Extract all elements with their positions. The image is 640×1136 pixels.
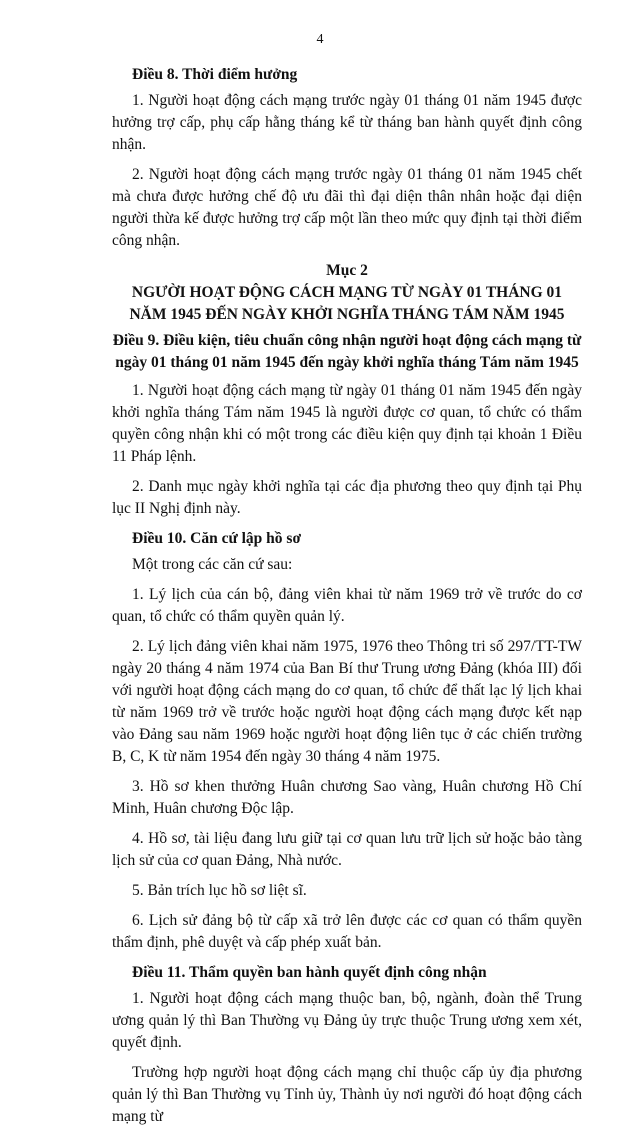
page-content	[112, 64, 582, 1136]
article-10-item-3: 3. Hồ sơ khen thưởng Huân chương Sao vàng, Huân chương Hồ Chí Minh, Huân chương Độc lập.	[112, 778, 582, 817]
article-10-item-6: 6. Lịch sử đảng bộ từ cấp xã trở lên được các cơ quan có thẩm quyền thẩm định, phê duyệt và cấp phép xuất bản.	[112, 912, 582, 951]
section-2-label: Mục 2	[326, 262, 368, 279]
article-10-intro: Một trong các căn cứ sau:	[132, 556, 293, 573]
article-10-item-2: 2. Lý lịch đảng viên khai năm 1975, 1976 theo Thông tri số 297/TT-TW ngày 20 tháng 4 năm 1974 của Ban Bí thư Trung ương Đảng (khóa III) đối với người hoạt động cách mạng do cơ quan, tổ chức để thất lạc lý lịch khai từ năm 1969 trở về trước hoặc người hoạt động cách mạng được kết nạp vào Đảng sau năm 1969 hoặc người hoạt động liên tục ở các chiến trường B, C, K từ năm 1954 đến ngày 30 tháng 4 năm 1975.	[112, 638, 582, 765]
article-10-title: Điều 10. Căn cứ lập hồ sơ	[132, 530, 302, 547]
article-11-clause-1: 1. Người hoạt động cách mạng thuộc ban, bộ, ngành, đoàn thể Trung ương quản lý thì Ban Thường vụ Đảng ủy trực thuộc Trung ương xem xét, quyết định.	[112, 990, 582, 1051]
article-8-clause-1: 1. Người hoạt động cách mạng trước ngày 01 tháng 01 năm 1945 được hưởng trợ cấp, phụ cấp hằng tháng kể từ tháng ban hành quyết định công nhận.	[112, 92, 582, 153]
article-9-clause-2: 2. Danh mục ngày khởi nghĩa tại các địa phương theo quy định tại Phụ lục II Nghị định này.	[112, 478, 582, 517]
article-9-title: Điều 9. Điều kiện, tiêu chuẩn công nhận người hoạt động cách mạng từ ngày 01 tháng 01 năm 1945 đến ngày khởi nghĩa tháng Tám năm 1945	[112, 332, 582, 371]
article-11-title: Điều 11. Thẩm quyền ban hành quyết định công nhận	[132, 964, 487, 981]
article-8-clause-2: 2. Người hoạt động cách mạng trước ngày 01 tháng 01 năm 1945 chết mà chưa được hưởng chế độ ưu đãi thì đại diện thân nhân hoặc đại diện người thừa kế được hưởng trợ cấp một lần theo mức quy định tại thời điểm công nhận.	[112, 166, 582, 249]
article-11-paragraph-2: Trường hợp người hoạt động cách mạng chỉ thuộc cấp ủy địa phương quản lý thì Ban Thường vụ Tỉnh ủy, Thành ủy nơi người đó hoạt động cách mạng từ	[112, 1064, 582, 1125]
article-8-title: Điều 8. Thời điểm hưởng	[132, 66, 298, 83]
article-10-item-1: 1. Lý lịch của cán bộ, đảng viên khai từ năm 1969 trở về trước do cơ quan, tổ chức có thẩm quyền quản lý.	[112, 586, 582, 625]
section-2-title: NGƯỜI HOẠT ĐỘNG CÁCH MẠNG TỪ NGÀY 01 THÁNG 01 NĂM 1945 ĐẾN NGÀY KHỞI NGHĨA THÁNG TÁM NĂM 1945	[129, 284, 565, 323]
article-9-clause-1: 1. Người hoạt động cách mạng từ ngày 01 tháng 01 năm 1945 đến ngày khởi nghĩa tháng Tám năm 1945 là người được cơ quan, tổ chức có thẩm quyền công nhận khi có một trong các điều kiện quy định tại khoản 1 Điều 11 Pháp lệnh.	[112, 382, 582, 465]
article-10-item-4: 4. Hồ sơ, tài liệu đang lưu giữ tại cơ quan lưu trữ lịch sử hoặc bảo tàng lịch sử của cơ quan Đảng, Nhà nước.	[112, 830, 582, 869]
article-10-item-5: 5. Bản trích lục hồ sơ liệt sĩ.	[132, 882, 307, 899]
page-number: 4	[316, 32, 324, 47]
